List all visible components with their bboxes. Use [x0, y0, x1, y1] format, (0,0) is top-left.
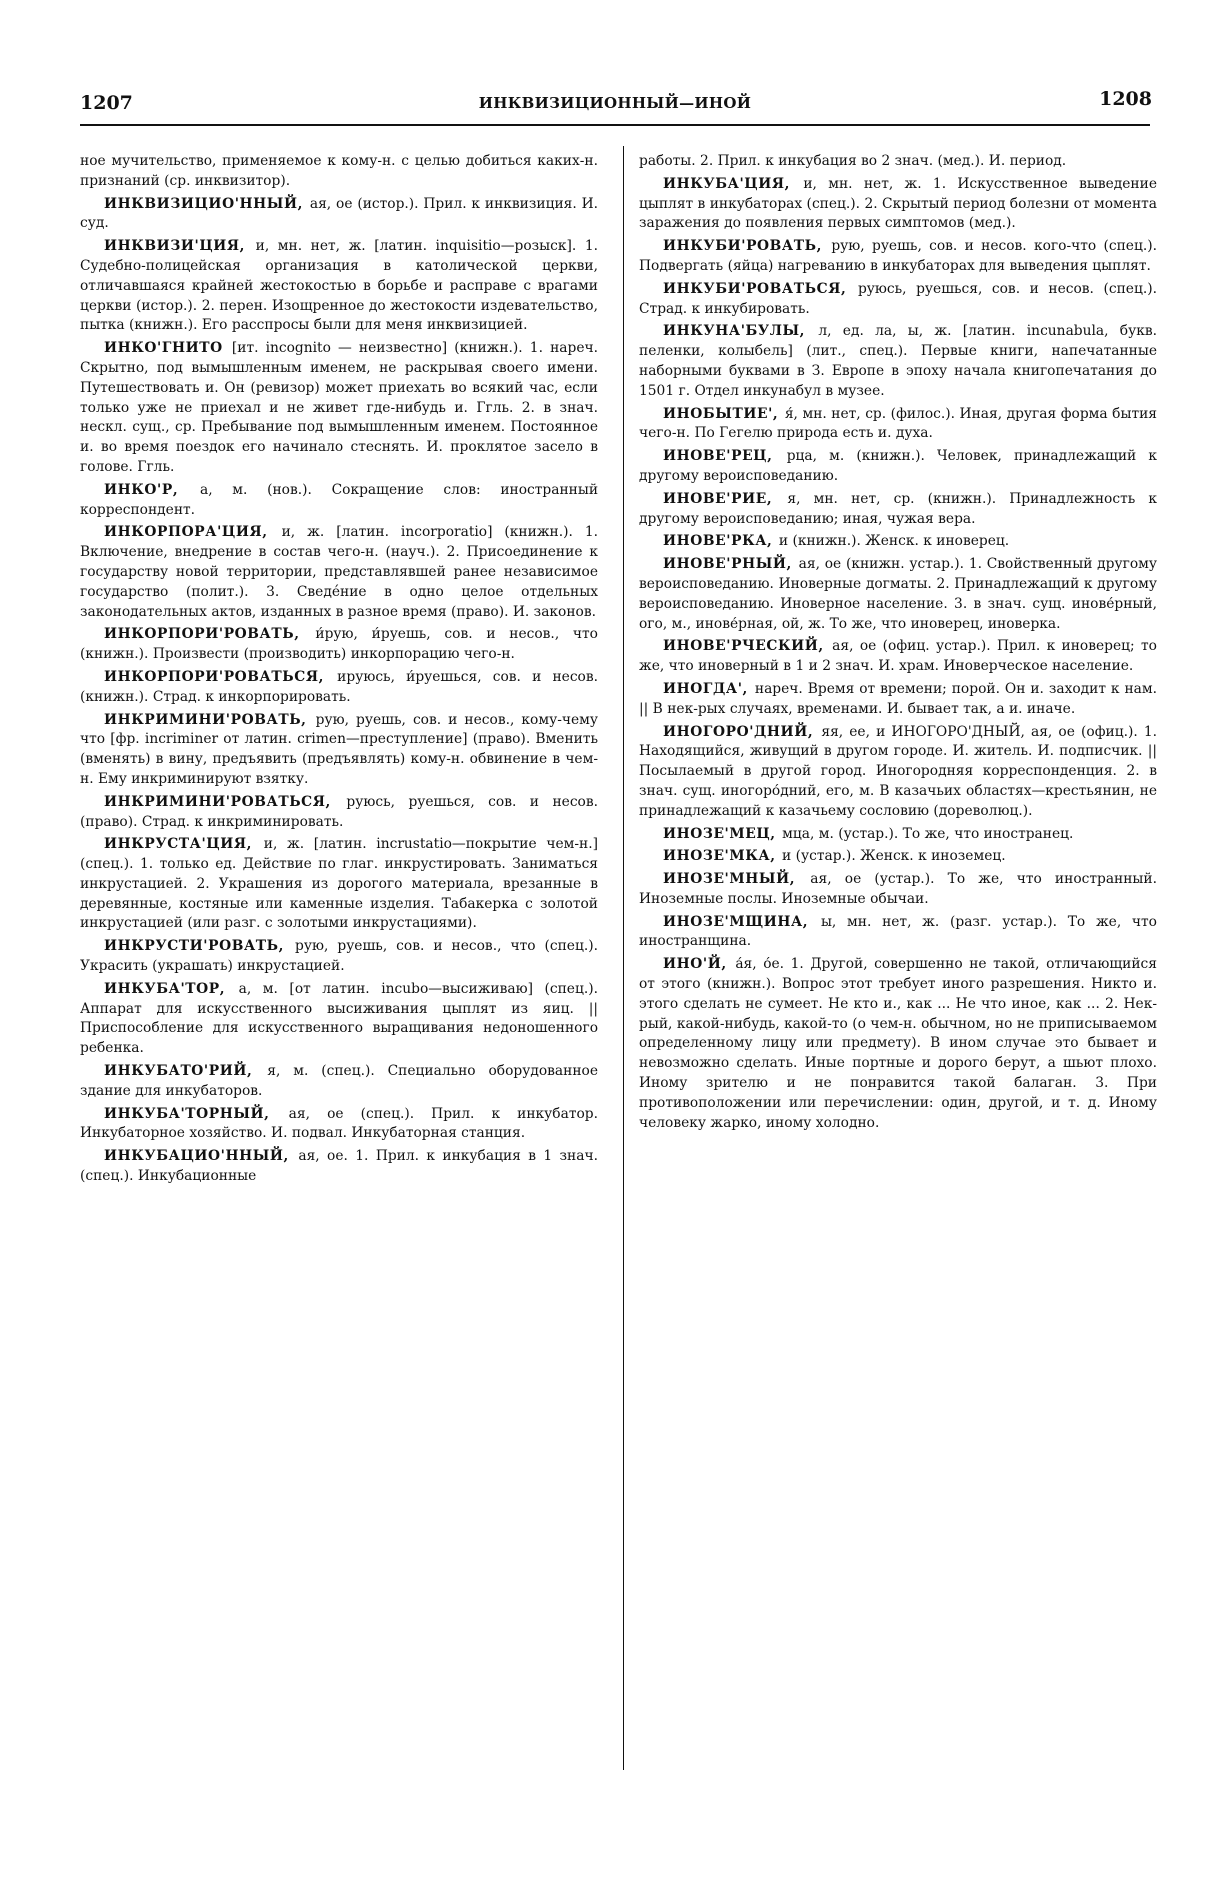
- entry-text: и (книжн.). Женск. к иноверец.: [778, 533, 1010, 550]
- dictionary-entry: [80, 152, 598, 192]
- left-column: [80, 152, 598, 1190]
- entry-headword: ИНОГОРО'ДНИЙ,: [663, 723, 814, 740]
- entry-headword: ИНКО'ГНИТО: [104, 340, 223, 357]
- dictionary-entry: [80, 195, 598, 235]
- dictionary-entry: [80, 625, 598, 665]
- dictionary-entry: [639, 152, 1157, 172]
- entry-headword: ИНКУБА'ТОР,: [104, 980, 226, 997]
- entry-headword: ИНКУБА'ЦИЯ,: [663, 175, 791, 192]
- dictionary-entry: [80, 835, 598, 934]
- page-number-left: 1207: [80, 92, 133, 114]
- entry-headword: ИНКРИМИНИ'РОВАТЬСЯ,: [104, 793, 331, 810]
- dictionary-entry: [639, 870, 1157, 910]
- entry-headword: ИНКУНА'БУЛЫ,: [663, 323, 806, 340]
- entry-text: работы. 2. Прил. к инкубация во 2 знач. (мед.). И. период.: [639, 153, 1067, 169]
- entry-headword: ИНКОРПОРИ'РОВАТЬСЯ,: [104, 668, 324, 685]
- dictionary-entry: [80, 339, 598, 478]
- entry-text: я́, мн. нет, ср. (филос.). Иная, другая форма бытия чего-н. По Гегелю природа есть и. духа.: [639, 405, 1157, 442]
- dictionary-entry: [80, 980, 598, 1059]
- entry-text: рую, руешь, сов. и несов. кого-что (спец.). Подвергать (яйца) нагреванию в инкубаторах для выведения цыплят.: [639, 238, 1157, 274]
- entry-text: ая, ое (офиц. устар.). Прил. к иноверец; то же, что иноверный в 1 и 2 знач. И. храм. Иноверческое население.: [639, 638, 1157, 675]
- dictionary-entry: [639, 955, 1157, 1133]
- entry-text: ное мучительство, применяемое к кому-н. с целью добиться каких-н. признаний (ср. инквизитор).: [80, 153, 598, 189]
- column-divider: [623, 146, 624, 1770]
- entry-text: руюсь, руешься, сов. и несов. (право). Страд. к инкриминировать.: [80, 793, 599, 830]
- dictionary-entry: [80, 668, 598, 708]
- dictionary-entry: [80, 1062, 598, 1102]
- dictionary-entry: [639, 825, 1157, 845]
- entry-headword: ИНОГДА',: [663, 680, 748, 697]
- dictionary-entry: [639, 637, 1157, 677]
- dictionary-entry: [80, 523, 598, 622]
- entry-headword: ИНОВЕ'РЕЦ,: [663, 448, 773, 465]
- page-header: [80, 88, 1150, 120]
- entry-text: рца, м. (книжн.). Человек, принадлежащий к другому вероисповеданию.: [639, 448, 1157, 484]
- dictionary-entry: [639, 405, 1157, 445]
- running-head: ИНКВИЗИЦИОННЫЙ—ИНОЙ: [478, 94, 752, 112]
- entry-text: и, мн. нет, ж. [латин. inquisitio—розыск]. 1. Судебно-полицейская организация в католической церкви, отличавшаяся крайней жестокостью в борьбе и расправе с врагами церкви (истор.). 2. перен. Изощренное до жестокости издевательство, пытка (книжн.). Его расспросы были для меня инквизицией.: [80, 238, 599, 334]
- entry-text: ая, ое. 1. Прил. к инкубация в 1 знач. (спец.). Инкубационные: [80, 1148, 598, 1185]
- entry-text: ая, ое (спец.). Прил. к инкубатор. Инкубаторное хозяйство. И. подвал. Инкубаторная станция.: [80, 1105, 598, 1142]
- entry-headword: ИНКУБИ'РОВАТЬСЯ,: [663, 280, 847, 297]
- entry-headword: ИНКУБАЦИО'ННЫЙ,: [104, 1148, 289, 1165]
- entry-text: и, ж. [латин. incrustatio—покрытие чем-н.] (спец.). 1. только ед. Действие по глаг. инкрустировать. Заниматься инкрустацией. 2. Украшения из дорогого материала, врезанные в деревянные, костяные или каменные изделия. Табакерка с золотой инкрустацией (или разг. с золотыми инкрустациями).: [80, 836, 598, 932]
- entry-headword: ИНОВЕ'РИЕ,: [663, 490, 773, 507]
- dictionary-entry: [80, 1105, 598, 1145]
- entry-headword: ИНКВИЗИ'ЦИЯ,: [104, 238, 246, 255]
- entry-headword: ИНКВИЗИЦИО'ННЫЙ,: [104, 195, 304, 212]
- entry-text: и́рую, и́руешь, сов. и несов., что (книжн.). Произвести (производить) инкорпорацию чего-н.: [80, 626, 598, 663]
- entry-text: ая, ое (устар.). То же, что иностранный. Иноземные послы. Иноземные обычаи.: [639, 871, 1157, 907]
- entry-text: мца, м. (устар.). То же, что иностранец.: [782, 825, 1074, 842]
- entry-text: руюсь, руешься, сов. и несов. (спец.). Страд. к инкубировать.: [639, 280, 1157, 317]
- dictionary-entry: [639, 175, 1157, 234]
- entry-headword: ИНОВЕ'РЧЕСКИЙ,: [663, 638, 824, 655]
- entry-headword: ИНОЗЕ'МЕЦ,: [663, 825, 776, 842]
- entry-text: а, м. (нов.). Сокращение слов: иностранный корреспондент.: [80, 481, 599, 518]
- entry-headword: ИНОВЕ'РНЫЙ,: [663, 556, 792, 573]
- entry-headword: ИНКУБИ'РОВАТЬ,: [663, 238, 823, 255]
- page-number-right: 1208: [1099, 88, 1152, 110]
- entry-headword: ИНОБЫТИЕ',: [663, 405, 779, 422]
- entry-text: нареч. Время от времени; порой. Он и. заходит к нам. || В нек-рых случаях, временами. И. бывает так, а и. иначе.: [639, 680, 1157, 717]
- entry-headword: ИНОВЕ'РКА,: [663, 533, 773, 550]
- entry-text: рую, руешь, сов. и несов., что (спец.). Украсить (украшать) инкрустацией.: [80, 938, 598, 975]
- dictionary-entry: [639, 237, 1157, 277]
- entry-text: и (устар.). Женск. к иноземец.: [782, 848, 1006, 865]
- entry-text: ы, мн. нет, ж. (разг. устар.). То же, что иностранщина.: [639, 913, 1157, 950]
- entry-text: я, м. (спец.). Специально оборудованное здание для инкубаторов.: [80, 1063, 598, 1099]
- entry-text: л, ед. ла, ы, ж. [латин. incunabula, букв. пеленки, колыбель] (лит., спец.). Первые книги, напечатанные наборными буквами в З. Европе в эпоху начала книгопечатания до 1501 г. Отдел инкунабул в музее.: [639, 323, 1158, 399]
- entry-headword: ИНКО'Р,: [104, 481, 179, 498]
- entry-headword: ИНО'Й,: [663, 956, 727, 973]
- dictionary-entry: [639, 532, 1157, 552]
- entry-text: [ит. incognito — неизвестно] (книжн.). 1. нареч. Скрытно, под вымышленным именем, не раскрывая своего имени. Путешествовать и. Он (ревизор) может приехать во всякий час, если только уже не приехал и не живет где-нибудь и. Ггль. 2. в знач. нескл. сущ., ср. Пребывание под вымышленным именем. Постоянное и. во время поездок его начинало стеснять. И. проклятое засело в голове. Ггль.: [80, 340, 598, 475]
- entry-text: я, мн. нет, ср. (книжн.). Принадлежность к другому вероисповеданию; иная, чужая вера.: [639, 490, 1158, 527]
- entry-headword: ИНОЗЕ'МЩИНА,: [663, 913, 809, 930]
- entry-text: ая, ое (книжн. устар.). 1. Свойственный другому вероисповеданию. Иноверные догматы. 2. Принадлежащий к другому вероисповеданию. Иноверное население. 3. в знач. сущ. инове́рный, ого, м., инове́рная, ой, ж. То же, что иноверец, иноверка.: [639, 556, 1157, 632]
- dictionary-entry: [639, 322, 1157, 401]
- entry-text: а́я, о́е. 1. Другой, совершенно не такой, отличающийся от этого (книжн.). Вопрос этот требует иного разрешения. Никто и. этого сделать не сумеет. Не кто и., как ... Не что иное, как ... 2. Нек-рый, какой-нибудь, какой-то (о чем-н. обычном, но не приписываемом определенному лицу или предмету). В ином случае это бывает и невозможно сделать. Иные портные и дорого берут, а шьют плохо. Иному зрителю и не понравится такой балаган. 3. При противоположении или перечислении: один, другой, и т. д. Иному человеку жарко, иному холодно.: [639, 956, 1157, 1131]
- dictionary-entry: [639, 280, 1157, 320]
- dictionary-entry: [80, 237, 598, 336]
- dictionary-entry: [80, 481, 598, 521]
- entry-headword: ИНОЗЕ'МНЫЙ,: [663, 871, 796, 888]
- entry-headword: ИНКРУСТА'ЦИЯ,: [104, 836, 253, 853]
- dictionary-entry: [80, 711, 598, 790]
- entry-headword: ИНКУБАТО'РИЙ,: [104, 1063, 253, 1080]
- entry-text: рую, руешь, сов. и несов., кому-чему что [фр. incriminer от латин. crimen—преступление] (право). Вменить (вменять) в вину, предъявить (предъявлять) кому-н. обвинение в чем-н. Ему инкриминируют взятку.: [80, 711, 598, 787]
- entry-text: и, ж. [латин. incorporatio] (книжн.). 1. Включение, внедрение в состав чего-н. (науч.). 2. Присоединение к государству новой территории, представлявшей ранее независимое государство (полит.). 3. Сведéние в одно целое отдельных законодательных актов, изданных в разное время (право). И. законов.: [80, 524, 598, 620]
- entry-text: и, мн. нет, ж. 1. Искусственное выведение цыплят в инкубаторах (спец.). 2. Скрытый период болезни от момента заражения до появления первых симптомов (мед.).: [639, 175, 1157, 232]
- entry-headword: ИНКОРПОРА'ЦИЯ,: [104, 524, 268, 541]
- entry-headword: ИНКРИМИНИ'РОВАТЬ,: [104, 711, 307, 728]
- dictionary-entry: [639, 847, 1157, 867]
- dictionary-entry: [80, 937, 598, 977]
- entry-text: яя, ее, и ИНОГОРО'ДНЫЙ, ая, ое (офиц.). 1. Находящийся, живущий в другом городе. И. житель. И. подписчик. || Посылаемый в другой город. Иногородняя корреспонденция. 2. в знач. сущ. иногоро́дний, его, м. В казачьих областях—крестьянин, не принадлежащий к казачьему сословию (дореволюц.).: [639, 723, 1157, 819]
- header-rule: [80, 124, 1150, 126]
- dictionary-entry: [80, 1147, 598, 1187]
- dictionary-entry: [639, 447, 1157, 487]
- entry-headword: ИНКРУСТИ'РОВАТЬ,: [104, 938, 285, 955]
- dictionary-entry: [639, 723, 1157, 822]
- right-column: [639, 152, 1157, 1136]
- entry-text: ируюсь, и́руешься, сов. и несов. (книжн.). Страд. к инкорпорировать.: [80, 668, 599, 705]
- entry-headword: ИНКУБА'ТОРНЫЙ,: [104, 1105, 270, 1122]
- dictionary-entry: [639, 680, 1157, 720]
- entry-text: ая, ое (истор.). Прил. к инквизиция. И. суд.: [80, 195, 599, 232]
- entry-headword: ИНКОРПОРИ'РОВАТЬ,: [104, 626, 300, 643]
- dictionary-entry: [639, 555, 1157, 634]
- entry-text: а, м. [от латин. incubo—высиживаю] (спец.). Аппарат для искусственного высиживания цыплят из яиц. || Приспособление для искусственного выращивания недоношенного ребенка.: [80, 980, 599, 1057]
- dictionary-entry: [639, 490, 1157, 530]
- entry-headword: ИНОЗЕ'МКА,: [663, 848, 776, 865]
- dictionary-entry: [80, 793, 598, 833]
- dictionary-entry: [639, 913, 1157, 953]
